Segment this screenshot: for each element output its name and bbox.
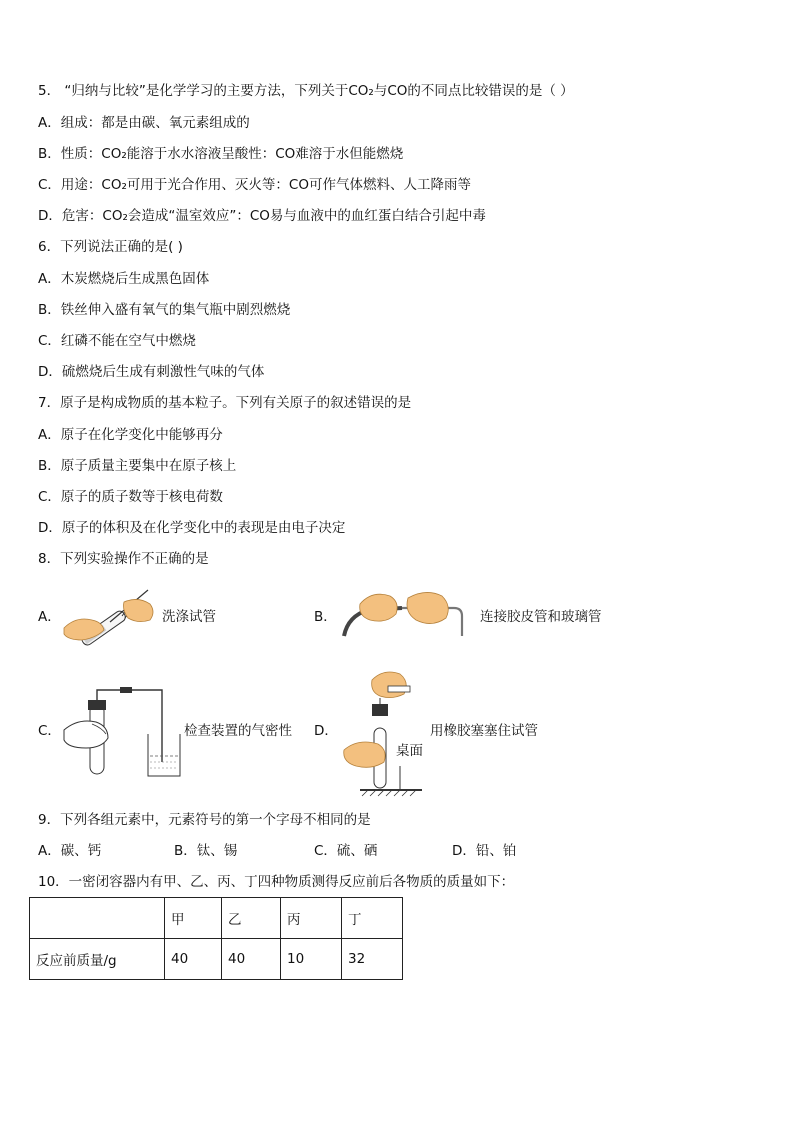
q5-option-c: C．用途：CO₂可用于光合作用、灭火等：CO可作气体燃料、人工降雨等 bbox=[38, 177, 471, 193]
table-header-cell: 丙 bbox=[281, 898, 342, 939]
table-header-cell: 乙 bbox=[222, 898, 281, 939]
q6-option-b: B．铁丝伸入盛有氧气的集气瓶中剧烈燃烧 bbox=[38, 302, 291, 318]
table-header-cell: 丁 bbox=[342, 898, 403, 939]
q8-option-c-caption: 检查装置的气密性 bbox=[184, 723, 292, 739]
table-header-row bbox=[30, 898, 403, 939]
q8-option-b-caption: 连接胶皮管和玻璃管 bbox=[480, 609, 602, 625]
check-airtightness-illustration bbox=[62, 682, 184, 780]
q9-option-b: B．钛、锡 bbox=[174, 843, 238, 859]
q7-option-b: B．原子质量主要集中在原子核上 bbox=[38, 458, 237, 474]
q10-stem: 10．一密闭容器内有甲、乙、丙、丁四种物质测得反应前后各物质的质量如下： bbox=[38, 874, 515, 890]
q8-option-d-table-label: 桌面 bbox=[396, 743, 423, 759]
q5-stem: 5． “归纳与比较”是化学学习的主要方法，下列关于CO₂与CO的不同点比较错误的是（ ） bbox=[38, 83, 574, 99]
table-header-cell: 甲 bbox=[165, 898, 222, 939]
q9-option-a: A．碳、钙 bbox=[38, 843, 102, 859]
q7-option-d: D．原子的体积及在化学变化中的表现是由电子决定 bbox=[38, 520, 346, 536]
q7-option-c: C．原子的质子数等于核电荷数 bbox=[38, 489, 223, 505]
table-cell: 32 bbox=[342, 939, 403, 980]
table-cell: 40 bbox=[165, 939, 222, 980]
q8-stem: 8．下列实验操作不正确的是 bbox=[38, 551, 209, 567]
q6-option-c: C．红磷不能在空气中燃烧 bbox=[38, 333, 196, 349]
q6-option-d: D．硫燃烧后生成有刺激性气味的气体 bbox=[38, 364, 265, 380]
washing-test-tube-illustration bbox=[62, 586, 158, 656]
q7-option-a: A．原子在化学变化中能够再分 bbox=[38, 427, 223, 443]
q8-option-c-letter: C． bbox=[38, 723, 61, 739]
connect-rubber-glass-tube-illustration bbox=[338, 586, 474, 646]
q7-stem: 7．原子是构成物质的基本粒子。下列有关原子的叙述错误的是 bbox=[38, 395, 412, 411]
q9-stem: 9．下列各组元素中，元素符号的第一个字母不相同的是 bbox=[38, 812, 371, 828]
stopper-test-tube-illustration bbox=[338, 666, 422, 800]
table-cell: 反应前质量/g bbox=[30, 939, 165, 980]
table-row bbox=[30, 939, 403, 980]
q6-stem: 6．下列说法正确的是( ) bbox=[38, 239, 183, 255]
q5-option-a: A．组成：都是由碳、氧元素组成的 bbox=[38, 115, 250, 131]
q9-option-d: D．铅、铂 bbox=[452, 843, 517, 859]
mass-table bbox=[29, 897, 403, 980]
q5-option-d: D．危害：CO₂会造成“温室效应”：CO易与血液中的血红蛋白结合引起中毒 bbox=[38, 208, 486, 224]
q8-option-a-letter: A． bbox=[38, 609, 61, 625]
q8-option-b-letter: B． bbox=[314, 609, 337, 625]
table-header-cell bbox=[30, 898, 165, 939]
q5-option-b: B．性质：CO₂能溶于水水溶液呈酸性：CO难溶于水但能燃烧 bbox=[38, 146, 404, 162]
q8-option-a-caption: 洗涤试管 bbox=[162, 609, 216, 625]
table-cell: 40 bbox=[222, 939, 281, 980]
q6-option-a: A．木炭燃烧后生成黑色固体 bbox=[38, 271, 210, 287]
q8-option-d-letter: D． bbox=[314, 723, 338, 739]
q8-option-d-caption: 用橡胶塞塞住试管 bbox=[430, 723, 538, 739]
q9-option-c: C．硫、硒 bbox=[314, 843, 378, 859]
table-cell: 10 bbox=[281, 939, 342, 980]
